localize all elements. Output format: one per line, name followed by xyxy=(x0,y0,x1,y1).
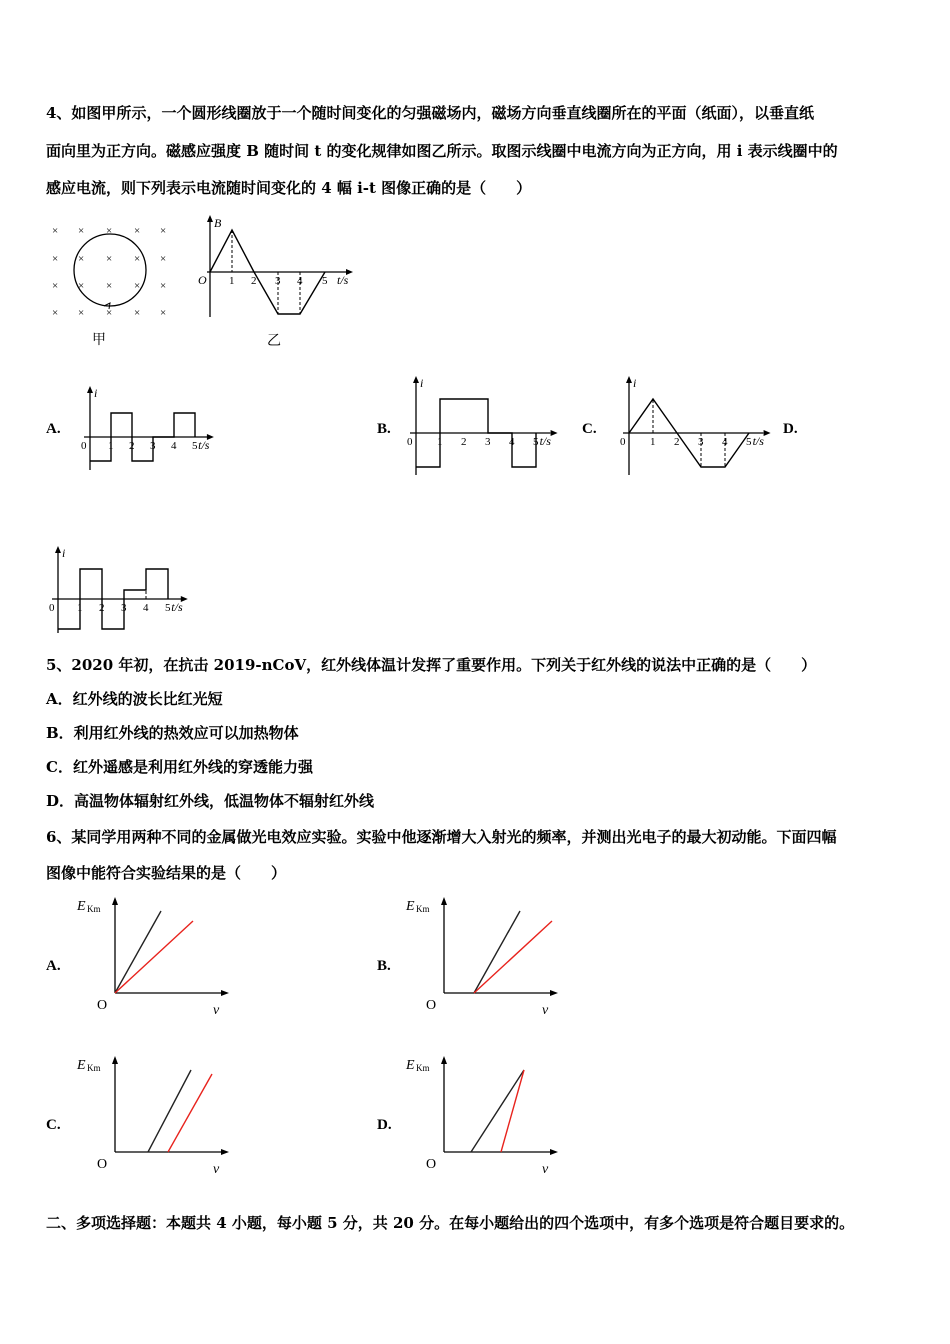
q4-option-d-graph xyxy=(50,545,200,635)
fig-yi-ylabel: B xyxy=(214,216,222,230)
it-tick-label: 5 xyxy=(746,436,752,448)
it-origin: 0 xyxy=(81,440,87,452)
b-t-tick-label: 3 xyxy=(275,275,281,287)
q4-option-a-label[interactable]: A. xyxy=(46,421,61,437)
it-tick-label: 1 xyxy=(650,436,656,448)
ekm-axis-label: E xyxy=(406,1058,415,1073)
field-cross-mark: × xyxy=(134,225,141,237)
fig-jia-caption: 甲 xyxy=(92,333,106,348)
it-tick-label: 5 xyxy=(533,436,539,448)
ekm-axis-subscript: Km xyxy=(87,904,101,914)
q6-option-b-graph xyxy=(404,893,564,1018)
q6-option-d-label[interactable]: D. xyxy=(377,1117,392,1133)
it-ylabel: i xyxy=(62,546,66,560)
field-cross-mark: × xyxy=(78,253,85,265)
q5-stem: 5、2020 年初，在抗击 2019-nCoV，红外线体温计发挥了重要作用。下列关于红外线的说法中正确的是（ ） xyxy=(46,656,817,674)
it-xlabel: t/s xyxy=(171,600,183,614)
q4-stem-line1: 4、如图甲所示，一个圆形线圈放于一个随时间变化的匀强磁场内，磁场方向垂直线圈所在的平面（纸面），以垂直纸 xyxy=(46,104,814,122)
field-cross-mark: × xyxy=(134,253,141,265)
it-tick-label: 3 xyxy=(121,602,127,614)
field-cross-mark: × xyxy=(106,225,113,237)
ek-line xyxy=(115,911,161,993)
it-tick-label: 3 xyxy=(150,440,156,452)
q4-option-c-graph xyxy=(617,375,787,480)
field-cross-mark: × xyxy=(134,307,141,319)
it-tick-label: 3 xyxy=(485,436,491,448)
it-tick-label: 4 xyxy=(171,440,177,452)
it-tick-label: 1 xyxy=(437,436,443,448)
it-tick-label: 4 xyxy=(722,436,728,448)
it-tick-label: 2 xyxy=(461,436,467,448)
q6-option-c-graph xyxy=(75,1052,235,1177)
figure-yi-b-t-graph xyxy=(195,212,360,352)
fig-yi-origin: O xyxy=(198,273,207,287)
ekm-axis-subscript: Km xyxy=(416,904,430,914)
coil-circle xyxy=(74,234,146,306)
section-2-heading: 二、多项选择题：本题共 4 小题，每小题 5 分，共 20 分。在每小题给出的四个选项中，有多个选项是符合题目要求的。 xyxy=(46,1214,855,1232)
b-t-tick-label: 2 xyxy=(251,275,257,287)
q4-option-a-graph xyxy=(80,385,215,475)
fig-yi-xlabel: t/s xyxy=(337,273,349,287)
field-cross-mark: × xyxy=(160,280,167,292)
q4-option-b-label[interactable]: B. xyxy=(377,421,391,437)
it-ylabel: i xyxy=(94,386,98,400)
fig-yi-caption: 乙 xyxy=(267,334,281,349)
ekm-axis-label: E xyxy=(406,899,415,914)
ekm-axis-label: E xyxy=(77,1058,86,1073)
q6-option-a-graph xyxy=(75,893,235,1018)
nu-axis-label: ν xyxy=(213,1003,220,1018)
q4-stem-line3: 感应电流，则下列表示电流随时间变化的 4 幅 i-t 图像正确的是（ ） xyxy=(46,179,532,197)
b-t-tick-label: 4 xyxy=(297,275,303,287)
it-tick-label: 4 xyxy=(143,602,149,614)
it-tick-label: 4 xyxy=(509,436,515,448)
it-tick-label: 1 xyxy=(77,602,83,614)
ek-line xyxy=(115,921,193,993)
b-t-tick-label: 5 xyxy=(322,275,328,287)
it-tick-label: 5 xyxy=(192,440,198,452)
ek-line xyxy=(501,1070,524,1152)
it-ylabel: i xyxy=(633,376,637,390)
it-tick-label: 2 xyxy=(674,436,680,448)
nu-axis-label: ν xyxy=(542,1162,549,1177)
field-cross-mark: × xyxy=(78,225,85,237)
ek-line xyxy=(471,1070,524,1152)
ek-line xyxy=(474,911,520,993)
q5-option-b[interactable]: B．利用红外线的热效应可以加热物体 xyxy=(46,724,299,742)
field-cross-mark: × xyxy=(52,225,59,237)
ek-origin: O xyxy=(97,1157,108,1172)
field-cross-mark: × xyxy=(78,280,85,292)
it-tick-label: 1 xyxy=(108,440,114,452)
field-cross-mark: × xyxy=(160,253,167,265)
ek-origin: O xyxy=(97,998,108,1013)
ek-line xyxy=(474,921,552,993)
q4-stem-line2: 面向里为正方向。磁感应强度 B 随时间 t 的变化规律如图乙所示。取图示线圈中电流方向为正方向，用 i 表示线圈中的 xyxy=(46,142,838,160)
ek-line xyxy=(148,1070,191,1152)
q6-stem-line2: 图像中能符合实验结果的是（ ） xyxy=(46,864,287,882)
q6-option-d-graph xyxy=(404,1052,564,1177)
q4-option-b-graph xyxy=(404,375,574,480)
q5-option-d[interactable]: D．高温物体辐射红外线，低温物体不辐射红外线 xyxy=(46,792,375,810)
q6-option-c-label[interactable]: C. xyxy=(46,1117,61,1133)
field-cross-mark: × xyxy=(160,307,167,319)
it-tick-label: 2 xyxy=(99,602,105,614)
q6-option-b-label[interactable]: B. xyxy=(377,958,391,974)
ek-origin: O xyxy=(426,1157,437,1172)
ek-origin: O xyxy=(426,998,437,1013)
it-origin: 0 xyxy=(620,436,626,448)
nu-axis-label: ν xyxy=(213,1162,220,1177)
field-cross-mark: × xyxy=(106,280,113,292)
ekm-axis-label: E xyxy=(77,899,86,914)
it-ylabel: i xyxy=(420,376,424,390)
q6-option-a-label[interactable]: A. xyxy=(46,958,61,974)
field-cross-mark: × xyxy=(160,225,167,237)
it-origin: 0 xyxy=(407,436,413,448)
field-cross-mark: × xyxy=(52,307,59,319)
field-cross-mark: × xyxy=(106,253,113,265)
it-xlabel: t/s xyxy=(752,434,764,448)
it-xlabel: t/s xyxy=(198,438,210,452)
ekm-axis-subscript: Km xyxy=(416,1063,430,1073)
q5-option-a[interactable]: A．红外线的波长比红光短 xyxy=(46,690,223,708)
q6-stem-line1: 6、某同学用两种不同的金属做光电效应实验。实验中他逐渐增大入射光的频率，并测出光电子的最大初动能。下面四幅 xyxy=(46,828,837,846)
it-xlabel: t/s xyxy=(539,434,551,448)
q4-option-d-label[interactable]: D. xyxy=(783,421,798,437)
magnetic-field-marks xyxy=(52,225,166,319)
ek-line xyxy=(168,1074,212,1152)
ekm-axis-subscript: Km xyxy=(87,1063,101,1073)
field-cross-mark: × xyxy=(78,307,85,319)
field-cross-mark: × xyxy=(52,280,59,292)
it-tick-label: 3 xyxy=(698,436,704,448)
q4-option-c-label[interactable]: C. xyxy=(582,421,597,437)
it-tick-label: 5 xyxy=(165,602,171,614)
figure-jia xyxy=(44,218,179,353)
b-t-tick-label: 1 xyxy=(229,275,235,287)
field-cross-mark: × xyxy=(134,280,141,292)
field-cross-mark: × xyxy=(106,307,113,319)
q5-option-c[interactable]: C．红外遥感是利用红外线的穿透能力强 xyxy=(46,758,313,776)
field-cross-mark: × xyxy=(52,253,59,265)
it-origin: 0 xyxy=(49,602,55,614)
nu-axis-label: ν xyxy=(542,1003,549,1018)
it-tick-label: 2 xyxy=(129,440,135,452)
